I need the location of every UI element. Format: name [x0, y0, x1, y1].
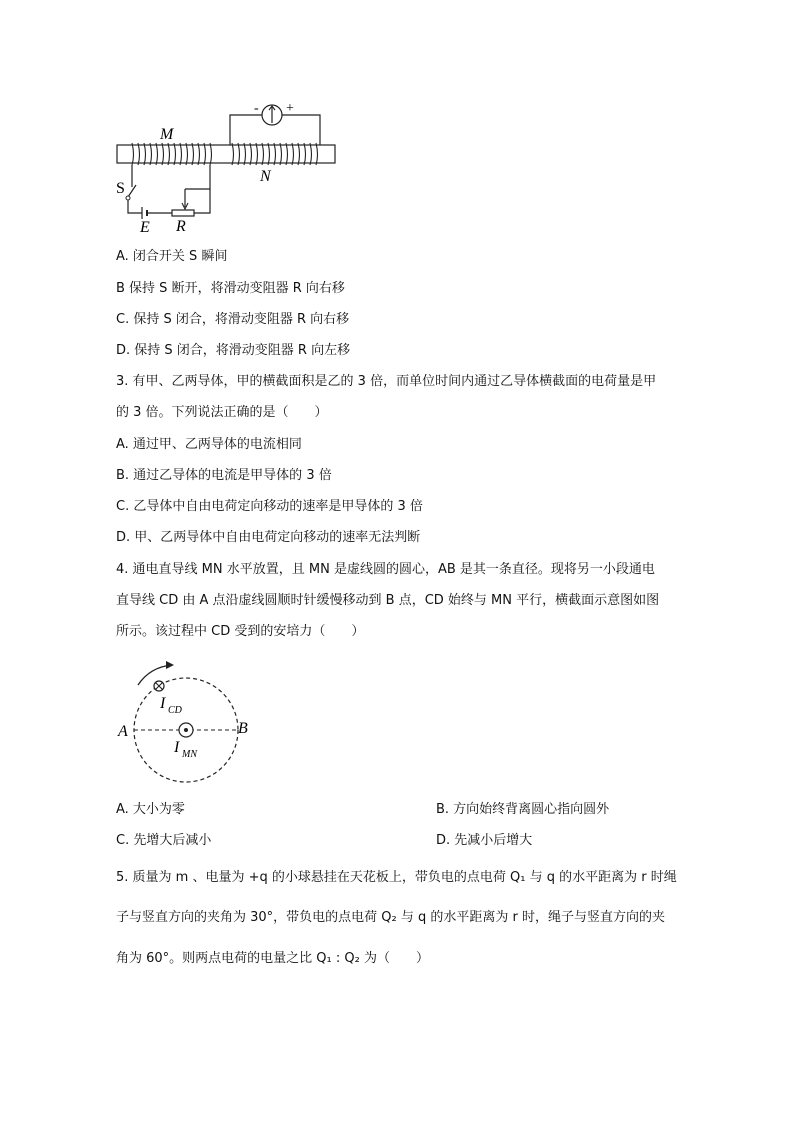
meter-minus-sign: -: [254, 101, 259, 116]
q2-option-b: B 保持 S 断开，将滑动变阻器 R 向右移: [116, 281, 345, 296]
label-i-mn: I: [174, 739, 180, 756]
q4-option-b: B. 方向始终背离圆心指向圆外: [436, 802, 610, 817]
label-a: A: [118, 723, 128, 740]
q3-stem-line1: 3. 有甲、乙两导体，甲的横截面积是乙的 3 倍，而单位时间内通过乙导体横截面的电荷量是甲: [116, 374, 657, 389]
coil-m: [132, 143, 212, 165]
q3-option-b: B. 通过乙导体的电流是甲导体的 3 倍: [116, 468, 332, 483]
q2-option-c: C. 保持 S 闭合，将滑动变阻器 R 向右移: [116, 312, 350, 327]
q4-option-a: A. 大小为零: [116, 802, 185, 817]
q4-option-d: D. 先减小后增大: [436, 833, 533, 848]
subscript-cd: CD: [168, 705, 182, 716]
rheostat: [172, 210, 194, 216]
iron-core: [117, 145, 335, 163]
q3-option-d: D. 甲、乙两导体中自由电荷定向移动的速率无法判断: [116, 530, 421, 545]
coil-n: [232, 143, 318, 165]
label-n: N: [260, 168, 271, 185]
q2-option-d: D. 保持 S 闭合，将滑动变阻器 R 向左移: [116, 343, 351, 358]
q4-stem-line3: 所示。该过程中 CD 受到的安培力（ ）: [116, 624, 365, 639]
q5-stem-line3: 角为 60°。则两点电荷的电量之比 Q₁ : Q₂ 为（ ）: [116, 951, 429, 966]
q4-stem-line2: 直导线 CD 由 A 点沿虚线圆顺时针缓慢移动到 B 点，CD 始终与 MN 平行，横截面示意图如图: [116, 593, 660, 608]
q4-option-c: C. 先增大后减小: [116, 833, 212, 848]
meter-plus-sign: +: [286, 101, 294, 116]
circle-diagram: [110, 655, 270, 785]
label-e: E: [140, 219, 150, 235]
subscript-mn: MN: [182, 749, 197, 760]
q3-option-c: C. 乙导体中自由电荷定向移动的速率是甲导体的 3 倍: [116, 499, 423, 514]
circuit-diagram: [110, 95, 350, 235]
q5-stem-line2: 子与竖直方向的夹角为 30°，带负电的点电荷 Q₂ 与 q 的水平距离为 r 时，绳子与竖直方向的夹: [116, 910, 666, 925]
q3-option-a: A. 通过甲、乙两导体的电流相同: [116, 437, 302, 452]
q5-stem-line1: 5. 质量为 m 、电量为 +q 的小球悬挂在天花板上，带负电的点电荷 Q₁ 与 q 的水平距离为 r 时绳: [116, 870, 677, 885]
q3-stem-line2: 的 3 倍。下列说法正确的是（ ）: [116, 405, 328, 420]
q4-stem-line1: 4. 通电直导线 MN 水平放置，且 MN 是虚线圆的圆心，AB 是其一条直径。现将另一小段通电: [116, 562, 655, 577]
label-s: S: [116, 180, 125, 197]
q2-option-a: A. 闭合开关 S 瞬间: [116, 249, 228, 264]
label-m: M: [160, 126, 174, 143]
label-i-cd: I: [160, 695, 166, 712]
label-b: B: [238, 720, 248, 737]
label-r: R: [176, 218, 186, 235]
